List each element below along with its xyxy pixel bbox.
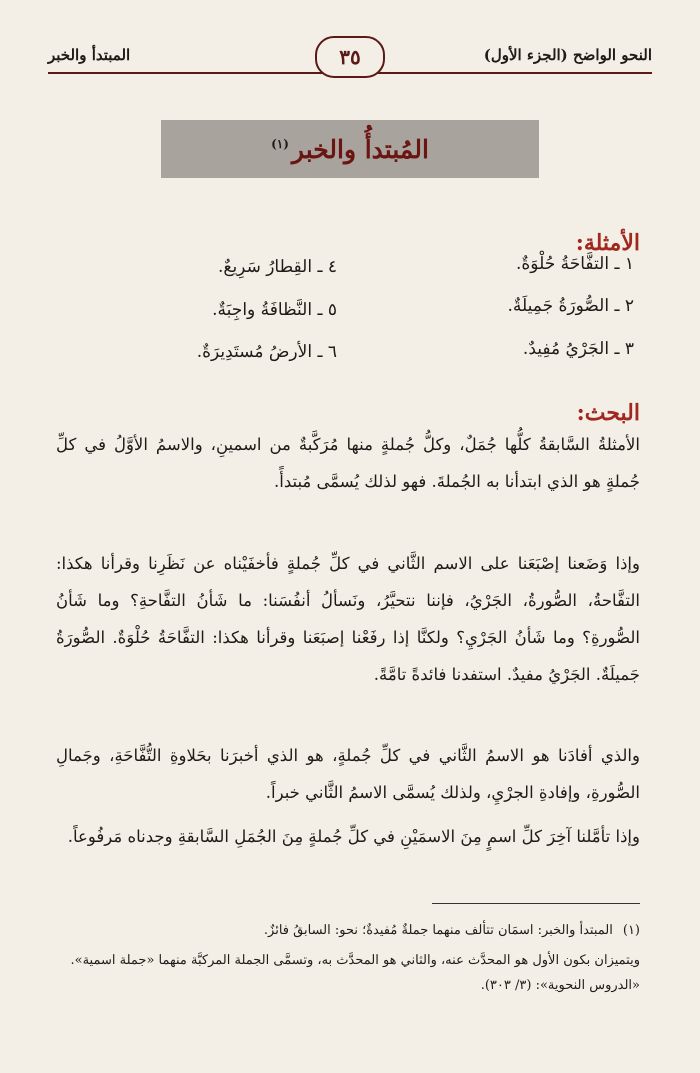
body-paragraph: وإذا وَضَعنا إصْبَعَنا على الاسم الثَّاني في كلِّ جُملةٍ فأخفَيْناه عن نَظَرِنا وقرأنا هكذا: التفَّاحةُ، الصُّورةُ، الجَرْيُ، فإننا نتحيَّرُ، ونَسألُ أنفُسَنا: ما شَأنُ التفَّاحةِ؟ وما شَأنُ الصُّورةِ؟ وما شَأنُ الجَرْيِ؟ ولكنَّا إذا رفَعْنا إصبَعَنا وقرأنا هكذا: التفَّاحَةُ حُلْوَةٌ. الصُّورَةُ جَميلَةٌ. الجَرْيُ مفيدٌ. استفدنا فائدةً تامَّةً. [56,554,640,684]
chapter-title: المبتدأ والخبر [48,46,131,64]
title-banner [161,120,539,178]
running-header [48,36,652,86]
body-paragraph: والذي أفادَنا هو الاسمُ الثَّاني في كلِّ جُملةٍ، هو الذي أخبرَنا بحَلاوةِ التُّفَّاحَةِ، وجَمالِ الصُّورةِ، وإفادةِ الجرْيِ، ولذلك يُسمَّى الاسمُ الثَّاني خبراً. [56,746,640,802]
body-paragraph: وإذا تأمَّلنا آخِرَ كلِّ اسمٍ مِنَ الاسمَيْنِ في كلِّ جُملةٍ مِنَ الجُمَلِ السَّابقةِ وجدناه مَرفُوعاً. [67,827,640,846]
example-item: ٤ ـ القِطارُ سَرِيعٌ. [218,257,337,277]
discussion-heading: البحث: [576,400,640,426]
example-item: ٢ ـ الصُّورَةُ جَمِيلَةٌ. [507,296,634,316]
footnote-line: ويتميزان بكون الأول هو المحدَّث عنه، والثاني هو المحدَّث به، وتسمَّى الجملة المركبَّة منهما «جملة اسمية». «الدروس النحوية»: (٣/ ٣٠٣). [70,953,640,993]
example-item: ٦ ـ الأرضُ مُستَدِيرَةٌ. [196,342,337,362]
example-item: ١ ـ التفَّاحَةُ حُلْوَةٌ. [515,254,634,274]
example-item: ٥ ـ النَّظافَةُ واجِبَةٌ. [212,300,337,320]
page-number: ٣٥ [315,36,385,78]
lesson-title: المُبتدأُ والخبر$^{(١)}$ [271,134,429,164]
body-paragraph: الأمثلةُ السَّابقةُ كلُّها جُمَلٌ، وكلُّ جُملةٍ منها مُرَكَّبةٌ من اسمينِ، والاسمُ الأوَّلُ في كلِّ جُملةٍ هو الذي ابتدأنا به الجُملةَ. فهو لذلك يُسمَّى مُبتدأً. [56,435,640,491]
footnote-number: (١) [622,923,640,938]
example-item: ٣ ـ الجَرْيُ مُفِيدٌ. [522,339,634,359]
examples-heading: الأمثلة: [575,230,640,256]
footnote-divider [432,903,640,904]
footnote-line: (١)المبتدأ والخبر: اسمَان تتألف منهما جملةٌ مُفيدةٌ؛ نحو: السابقُ فائزٌ. [263,923,640,938]
book-title: النحو الواضح (الجزء الأول) [483,46,652,64]
footnote-reference: (١) [271,137,289,152]
